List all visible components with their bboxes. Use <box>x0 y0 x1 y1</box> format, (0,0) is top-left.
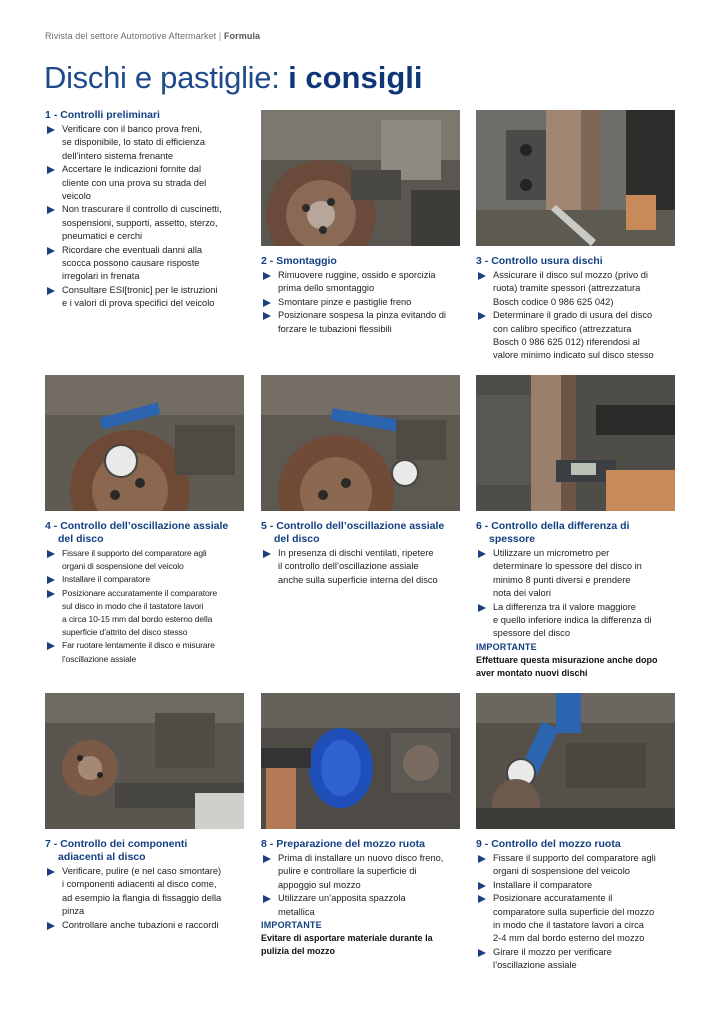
item-line: ad esempio la flangia di fissaggio della <box>62 892 222 903</box>
section-8-preparazione-mozzo <box>261 838 466 958</box>
item-line: minimo 8 punti diversi e prendere <box>493 574 631 585</box>
item-line: superficie d’attrito del disco stesso <box>62 627 188 638</box>
bullet-triangle-icon <box>47 576 55 584</box>
item-line: forzare le tubazioni flessibili <box>278 323 392 334</box>
section-6-title <box>476 520 681 546</box>
item-line: 2-4 mm dal bordo esterno del mozzo <box>493 933 645 944</box>
dial-indicator-photo <box>45 375 244 511</box>
section-2-number: 2 - <box>261 255 274 267</box>
bullet-triangle-icon <box>478 312 486 320</box>
bullet-triangle-icon <box>478 949 486 957</box>
item-line: prima dello smontaggio <box>278 283 375 294</box>
item-line: Fissare il supporto del comparatore agli <box>493 853 656 863</box>
list-item <box>45 123 250 163</box>
bullet-triangle-icon <box>47 642 55 650</box>
bullet-triangle-icon <box>47 287 55 295</box>
section-9-title-text: Controllo del mozzo ruota <box>491 838 621 850</box>
section-2-smontaggio <box>261 255 466 336</box>
item-line: Bosch codice 0 986 625 042) <box>493 296 614 307</box>
item-line: Installare il comparatore <box>62 574 150 585</box>
important-line: Effettuare questa misurazione anche dopo <box>476 654 658 665</box>
section-9-controllo-mozzo <box>476 838 681 973</box>
list-item <box>261 309 466 336</box>
item-line: valore minimo indicato sul disco stesso <box>493 350 654 361</box>
item-line: Girare il mozzo per verificare <box>493 946 612 957</box>
item-line: e quello inferiore indica la differenza di <box>493 615 652 626</box>
item-line: nota dei valori <box>493 588 551 599</box>
section-7-componenti-adiacenti <box>45 838 250 932</box>
item-line: Controllare anche tubazioni e raccordi <box>62 919 219 930</box>
item-line: comparatore sulla superficie del mozzo <box>493 906 655 917</box>
item-line: Rimuovere ruggine, ossido e sporcizia <box>278 270 436 280</box>
section-3-title <box>476 255 681 268</box>
section-2-list <box>261 269 466 336</box>
section-4-oscillazione-assiale <box>45 520 250 666</box>
bullet-triangle-icon <box>47 206 55 214</box>
section-7-title-cont: adiacenti al disco <box>58 851 146 863</box>
item-line: Determinare il grado di usura del disco <box>493 310 653 321</box>
list-item <box>261 892 466 919</box>
item-line: e i valori di prova specifici del veicolo <box>62 298 215 309</box>
item-line: a circa 10-15 mm dal bordo esterno della <box>62 614 213 625</box>
list-item <box>45 639 250 665</box>
section-5-list <box>261 547 466 587</box>
item-line: Assicurare il disco sul mozzo (privo di <box>493 270 648 280</box>
list-item <box>476 946 681 973</box>
bullet-triangle-icon <box>478 882 486 890</box>
bullet-triangle-icon <box>263 855 271 863</box>
important-line: aver montato nuovi dischi <box>476 667 588 678</box>
item-line: Non trascurare il controllo di cuscinetti, <box>62 204 222 215</box>
item-line: veicolo <box>62 191 91 202</box>
section-1-title-text: Controlli preliminari <box>60 109 160 121</box>
section-5-number: 5 - <box>261 520 274 532</box>
item-line: Posizionare sospesa la pinza evitando di <box>278 310 446 321</box>
section-7-title-text: Controllo dei componenti <box>60 838 188 850</box>
item-line: spessore del disco <box>493 628 570 639</box>
section-6-title-cont: spessore <box>489 533 536 545</box>
bullet-triangle-icon <box>47 550 55 558</box>
section-8-title <box>261 838 466 851</box>
item-line: anche sulla superficie interna del disco <box>278 574 438 585</box>
list-item <box>261 296 466 309</box>
section-3-number: 3 - <box>476 255 489 267</box>
bullet-triangle-icon <box>478 895 486 903</box>
important-line: Evitare di asportare materiale durante la <box>261 933 433 944</box>
section-4-title-text: Controllo dell’oscillazione assiale <box>60 520 229 532</box>
important-text <box>476 654 681 680</box>
item-line: Posizionare accuratamente il comparatore <box>62 587 217 598</box>
section-4-title <box>45 520 250 546</box>
hub-dial-indicator-photo <box>476 693 675 829</box>
section-1-number: 1 - <box>45 109 58 121</box>
section-9-number: 9 - <box>476 838 489 850</box>
list-item <box>45 547 250 573</box>
section-7-title <box>45 838 250 864</box>
item-line: cliente con una prova su strada del <box>62 177 207 188</box>
list-item <box>476 852 681 879</box>
list-item <box>45 203 250 243</box>
bullet-triangle-icon <box>47 590 55 598</box>
section-3-list <box>476 269 681 363</box>
item-line: Accertare le indicazioni fornite dal <box>62 164 202 175</box>
item-line: La differenza tra il valore maggiore <box>493 601 636 612</box>
brake-disc-assembly-photo <box>261 110 460 246</box>
section-6-number: 6 - <box>476 520 489 532</box>
page-title <box>44 60 423 96</box>
section-5-title <box>261 520 466 546</box>
list-item <box>476 892 681 946</box>
bullet-triangle-icon <box>47 247 55 255</box>
section-4-list <box>45 547 250 666</box>
section-6-differenza-spessore <box>476 520 681 680</box>
important-text <box>261 932 466 958</box>
item-line: appoggio sul mozzo <box>278 879 361 890</box>
item-line: i componenti adiacenti al disco come, <box>62 879 217 890</box>
item-line: irregolari in frenata <box>62 271 140 282</box>
dial-indicator-inner-photo <box>261 375 460 511</box>
item-line: Installare il comparatore <box>493 879 593 890</box>
important-line: pulizia del mozzo <box>261 946 336 957</box>
item-line: l’oscillazione assiale <box>62 653 137 664</box>
disc-thickness-check-photo <box>476 110 675 246</box>
section-2-title <box>261 255 466 268</box>
header-separator: | <box>218 31 222 41</box>
list-item <box>476 601 681 641</box>
section-5-title-cont: del disco <box>274 533 320 545</box>
hub-brush-photo <box>261 693 460 829</box>
micrometer-photo <box>476 375 675 511</box>
section-4-number: 4 - <box>45 520 58 532</box>
list-item <box>261 852 466 892</box>
list-item <box>45 573 250 586</box>
item-line: con calibro specifico (attrezzatura <box>493 323 632 334</box>
title-light: Dischi e pastiglie: <box>44 60 280 95</box>
title-bold: i consigli <box>288 60 423 95</box>
section-5-title-text: Controllo dell’oscillazione assiale <box>276 520 445 532</box>
bullet-triangle-icon <box>47 126 55 134</box>
item-line: ruota) tramite spessori (attrezzatura <box>493 283 641 294</box>
important-label: IMPORTANTE <box>261 920 322 931</box>
header-section: Formula <box>223 31 261 41</box>
item-line: pinza <box>62 906 85 917</box>
bullet-triangle-icon <box>478 550 486 558</box>
list-item <box>45 163 250 203</box>
section-7-number: 7 - <box>45 838 58 850</box>
item-line: Smontare pinze e pastiglie freno <box>278 296 412 307</box>
item-line: Far ruotare lentamente il disco e misurare <box>62 640 215 651</box>
item-line: Verificare, pulire (e nel caso smontare) <box>62 866 222 876</box>
item-line: organi di sospensione del veicolo <box>493 866 630 877</box>
bullet-triangle-icon <box>47 868 55 876</box>
item-line: In presenza di dischi ventilati, ripetere <box>278 548 434 558</box>
running-header <box>45 31 260 41</box>
list-item <box>476 309 681 363</box>
item-line: Ricordare che eventuali danni alla <box>62 244 203 255</box>
bullet-triangle-icon <box>478 855 486 863</box>
bullet-triangle-icon <box>47 922 55 930</box>
item-line: Utilizzare un micrometro per <box>493 548 610 558</box>
item-line: sul disco in modo che il tastatore lavori <box>62 600 204 611</box>
item-line: sospensioni, supporti, assetto, sterzo, <box>62 217 218 228</box>
bullet-triangle-icon <box>263 312 271 320</box>
item-line: il controllo dell’oscillazione assiale <box>278 561 419 572</box>
item-line: pulire e controllare la superficie di <box>278 866 417 877</box>
section-9-title <box>476 838 681 851</box>
bullet-triangle-icon <box>263 550 271 558</box>
bullet-triangle-icon <box>478 272 486 280</box>
item-line: determinare lo spessore del disco in <box>493 561 642 572</box>
item-line: Verificare con il banco prova freni, <box>62 124 203 134</box>
section-8-list <box>261 852 466 919</box>
important-label: IMPORTANTE <box>476 641 537 652</box>
item-line: pneumatici e cerchi <box>62 231 143 242</box>
section-4-title-cont: del disco <box>58 533 104 545</box>
item-line: in modo che il tastatore lavori a circa <box>493 920 644 931</box>
section-2-title-text: Smontaggio <box>276 255 337 267</box>
adjacent-components-photo <box>45 693 244 829</box>
list-item <box>476 547 681 601</box>
item-line: Utilizzare un’apposita spazzola <box>278 893 406 904</box>
section-6-title-text: Controllo della differenza di <box>491 520 630 532</box>
list-item <box>261 547 466 587</box>
bullet-triangle-icon <box>478 604 486 612</box>
bullet-triangle-icon <box>263 299 271 307</box>
item-line: se disponibile, lo stato di efficienza <box>62 137 205 148</box>
item-line: Consultare ESI[tronic] per le istruzioni <box>62 284 218 295</box>
section-8-title-text: Preparazione del mozzo ruota <box>276 838 425 850</box>
section-3-title-text: Controllo usura dischi <box>491 255 603 267</box>
list-item <box>476 269 681 309</box>
section-8-number: 8 - <box>261 838 274 850</box>
bullet-triangle-icon <box>263 895 271 903</box>
section-9-list <box>476 852 681 973</box>
list-item <box>45 284 250 311</box>
section-6-list <box>476 547 681 641</box>
list-item <box>476 879 681 892</box>
list-item <box>261 269 466 296</box>
item-line: l’oscillazione assiale <box>493 960 577 971</box>
list-item <box>45 919 250 932</box>
item-line: scocca possono causare risposte <box>62 258 200 269</box>
item-line: Prima di installare un nuovo disco freno, <box>278 853 444 863</box>
bullet-triangle-icon <box>47 166 55 174</box>
list-item <box>45 587 250 640</box>
section-1-controlli-preliminari <box>45 109 250 311</box>
item-line: organi di sospensione del veicolo <box>62 561 184 572</box>
list-item <box>45 865 250 919</box>
bullet-triangle-icon <box>263 272 271 280</box>
list-item <box>45 244 250 284</box>
item-line: Bosch 0 986 625 012) riferendosi al <box>493 337 640 348</box>
item-line: Fissare il supporto del comparatore agli <box>62 548 207 558</box>
section-1-list <box>45 123 250 311</box>
section-3-controllo-usura <box>476 255 681 363</box>
section-1-title <box>45 109 250 122</box>
section-7-list <box>45 865 250 932</box>
item-line: metallica <box>278 906 315 917</box>
section-5-oscillazione-interna <box>261 520 466 587</box>
magazine-name: Rivista del settore Automotive Aftermarket <box>45 31 217 41</box>
item-line: Posizionare accuratamente il <box>493 893 613 904</box>
item-line: dell’intero sistema frenante <box>62 150 174 161</box>
